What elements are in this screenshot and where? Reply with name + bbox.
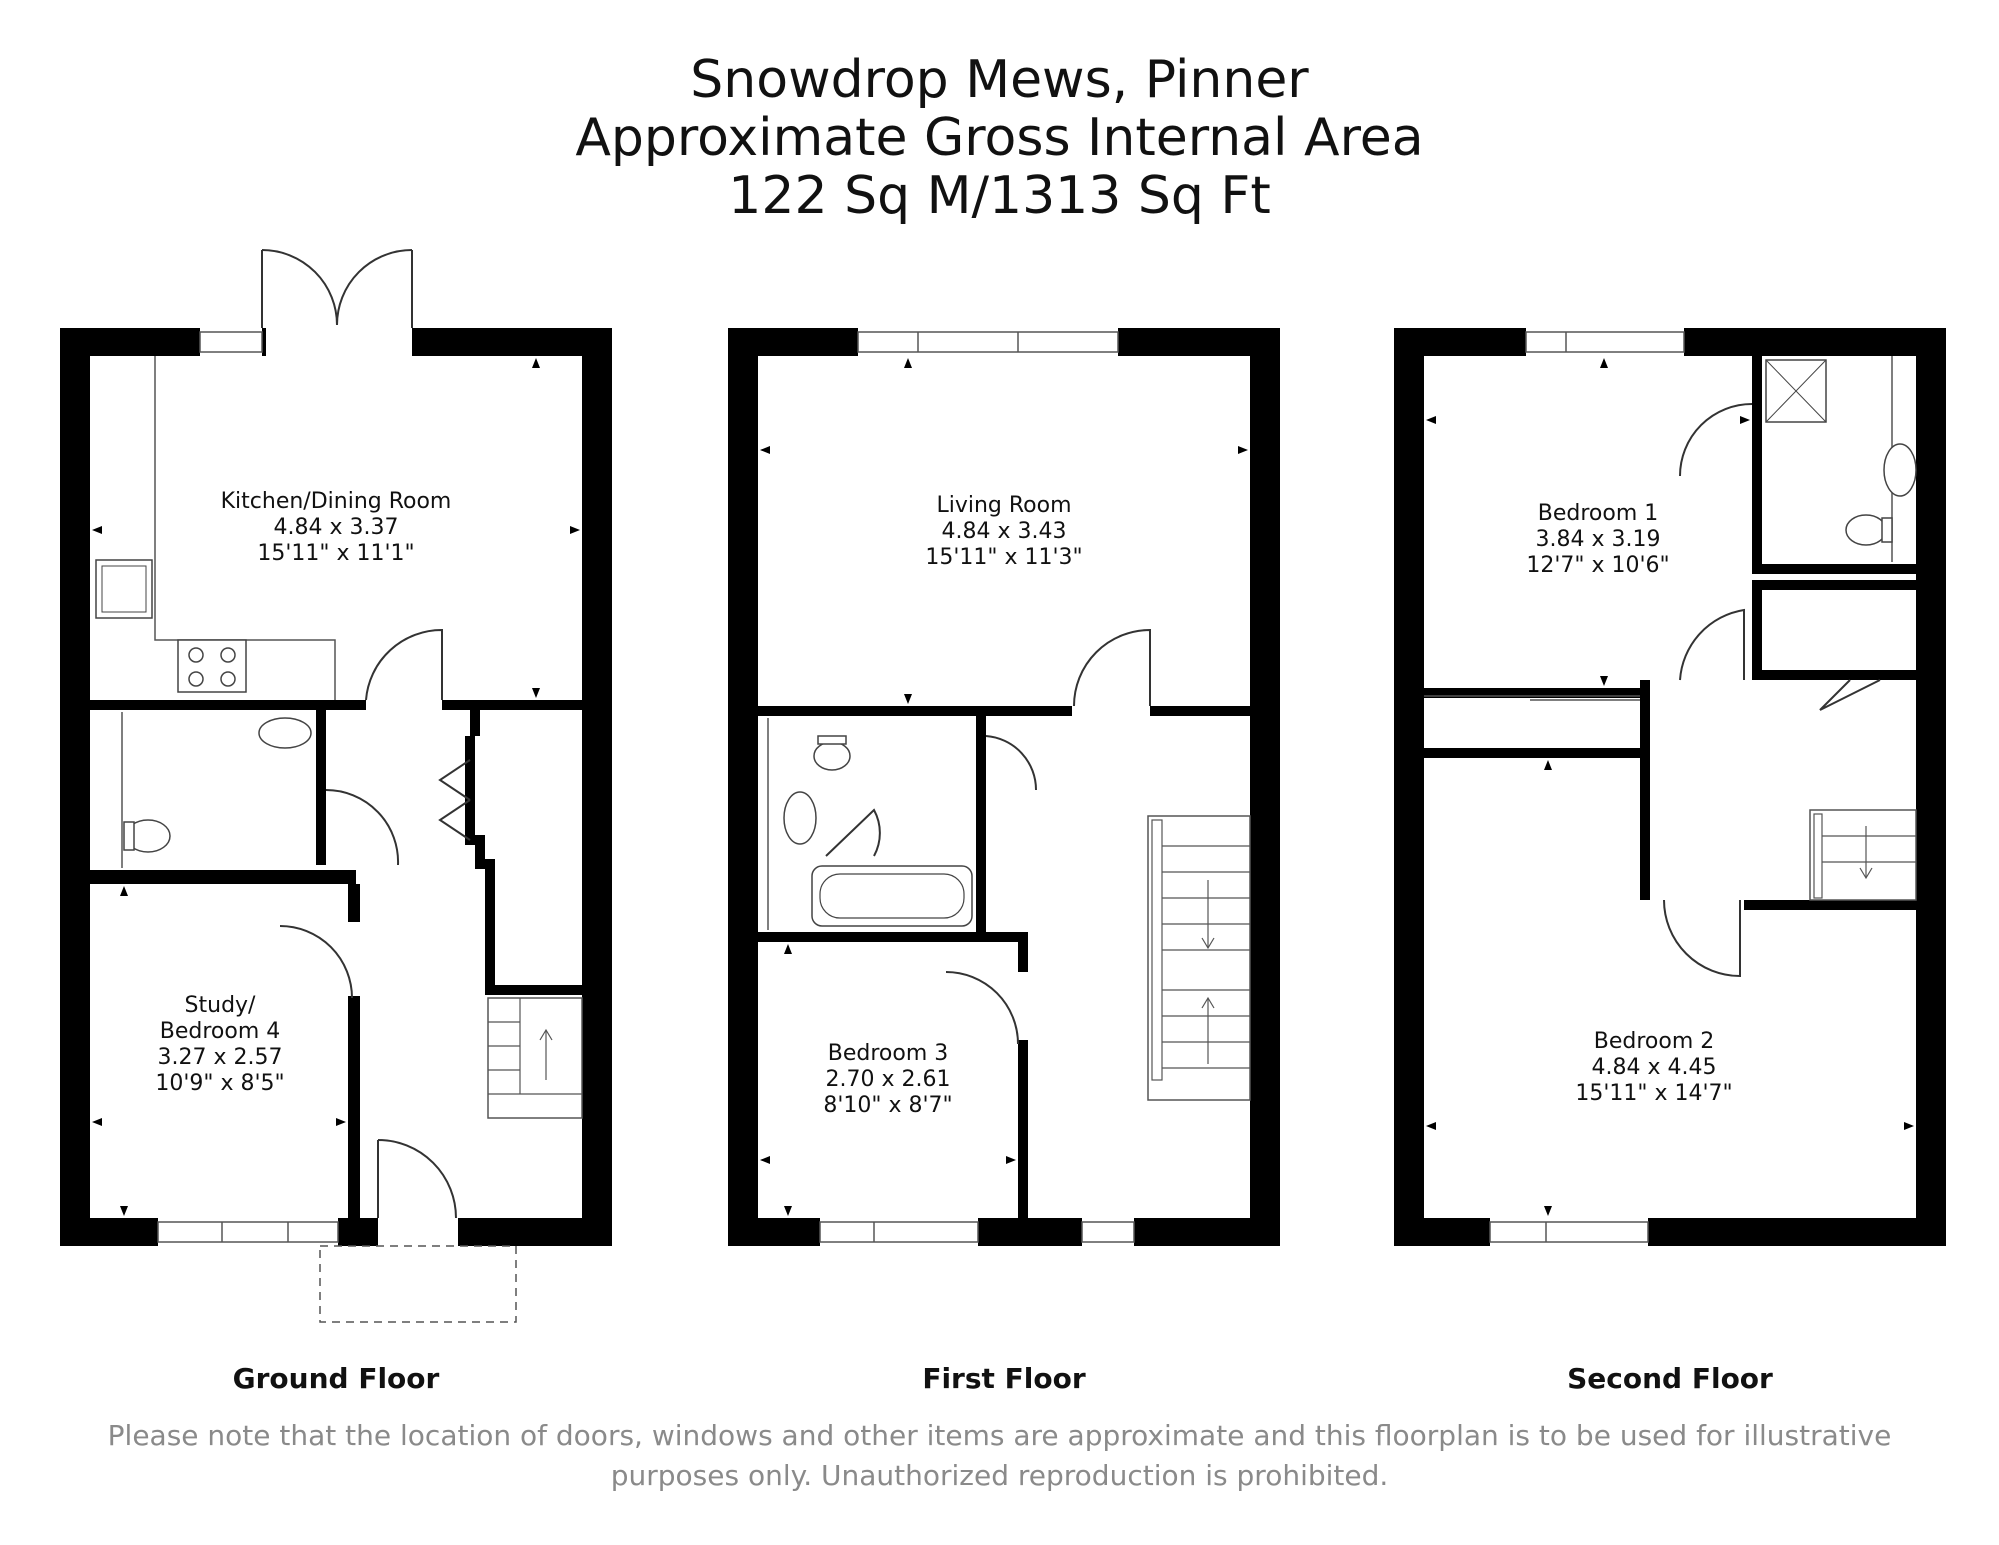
window <box>1490 1222 1648 1242</box>
toilet <box>814 742 850 770</box>
study-name-1: Study/ <box>184 993 256 1018</box>
disclaimer-line-1: Please note that the location of doors, windows and other items are approximate and this floorplan is to be used for illustrative <box>107 1419 1892 1452</box>
basin <box>259 718 311 748</box>
living-metric: 4.84 x 3.43 <box>941 519 1067 544</box>
stairs <box>488 998 582 1118</box>
ground-floor-label: Ground Floor <box>232 1362 440 1395</box>
bedroom1-name: Bedroom 1 <box>1537 501 1659 526</box>
door-swing <box>337 250 412 325</box>
title-line-2: Approximate Gross Internal Area <box>575 108 1424 168</box>
disclaimer <box>0 1416 1999 1496</box>
bedroom1-metric: 3.84 x 3.19 <box>1535 527 1661 552</box>
study-metric: 3.27 x 2.57 <box>157 1045 283 1070</box>
first-floor-label: First Floor <box>922 1362 1086 1395</box>
wall <box>60 328 90 1246</box>
bedroom3-name: Bedroom 3 <box>827 1041 949 1066</box>
second-floor-label: Second Floor <box>1567 1362 1773 1395</box>
bedroom1-imperial: 12'7" x 10'6" <box>1526 553 1670 578</box>
kitchen-imperial: 15'11" x 11'1" <box>257 541 415 566</box>
window <box>200 332 262 352</box>
door-swing <box>262 250 337 325</box>
kitchen-metric: 4.84 x 3.37 <box>273 515 399 540</box>
wall <box>582 328 612 1246</box>
window <box>1526 332 1684 352</box>
window <box>820 1222 978 1242</box>
basin <box>784 792 816 844</box>
toilet <box>1846 515 1886 545</box>
bedroom3-imperial: 8'10" x 8'7" <box>823 1093 953 1118</box>
study-imperial: 10'9" x 8'5" <box>155 1071 285 1096</box>
bedroom2-metric: 4.84 x 4.45 <box>1591 1055 1717 1080</box>
first-floor-plan <box>728 328 1280 1246</box>
kitchen-name: Kitchen/Dining Room <box>220 489 452 514</box>
stairs <box>1810 810 1916 900</box>
wall <box>442 700 612 710</box>
stairs <box>1148 816 1250 1100</box>
wall <box>60 1218 158 1246</box>
wall <box>458 1218 612 1246</box>
second-floor-plan <box>1394 328 1946 1246</box>
basin <box>1884 444 1916 496</box>
hob <box>178 640 246 692</box>
wall <box>60 700 366 710</box>
title-line-3: 122 Sq M/1313 Sq Ft <box>728 166 1271 226</box>
bedroom2-imperial: 15'11" x 14'7" <box>1575 1081 1733 1106</box>
living-imperial: 15'11" x 11'3" <box>925 545 1083 570</box>
disclaimer-line-2: purposes only. Unauthorized reproduction is prohibited. <box>610 1459 1389 1492</box>
bedroom3-metric: 2.70 x 2.61 <box>825 1067 951 1092</box>
ground-floor-plan <box>60 250 612 1322</box>
porch-outline <box>320 1246 516 1322</box>
bedroom2-name: Bedroom 2 <box>1593 1029 1715 1054</box>
window <box>858 332 1118 352</box>
window <box>158 1222 338 1242</box>
title-line-1: Snowdrop Mews, Pinner <box>690 50 1309 110</box>
living-name: Living Room <box>936 493 1072 518</box>
study-name-2: Bedroom 4 <box>159 1019 281 1044</box>
